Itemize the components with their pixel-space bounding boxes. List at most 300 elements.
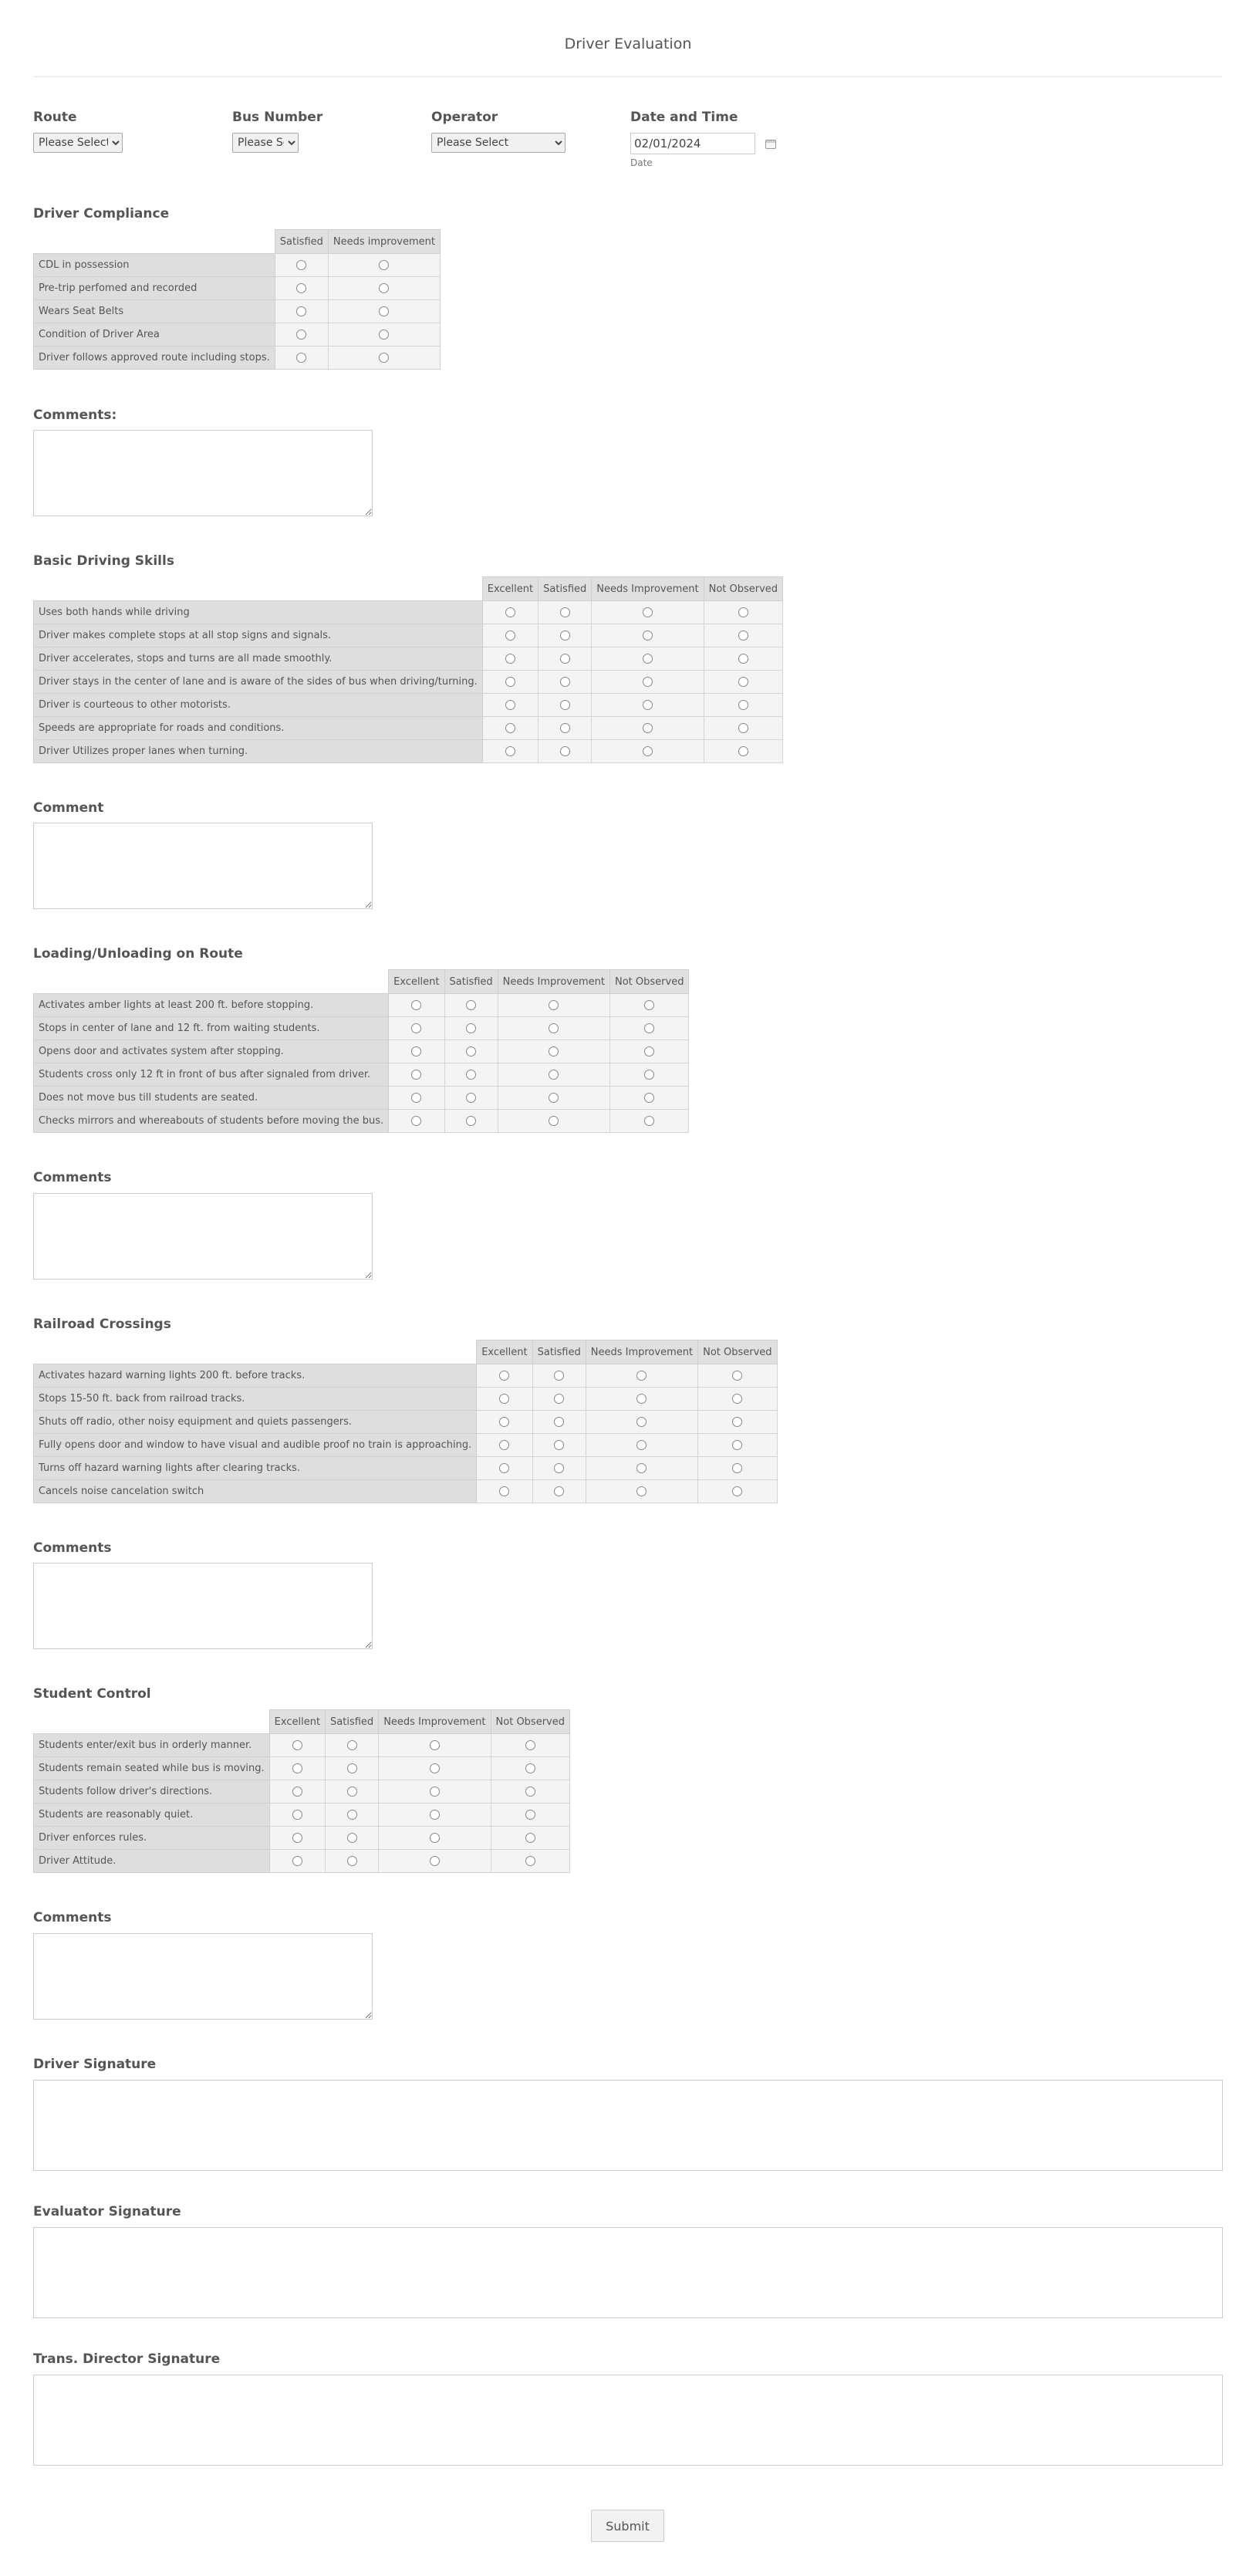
rating-radio[interactable] xyxy=(379,260,389,270)
table-row xyxy=(34,1804,570,1827)
radio-cell xyxy=(592,717,704,740)
table-row xyxy=(34,1827,570,1850)
rating-radio[interactable] xyxy=(347,1833,357,1843)
radio-cell xyxy=(586,1434,697,1457)
row-label: Driver accelerates, stops and turns are all made smoothly. xyxy=(34,647,483,671)
radio-cell xyxy=(592,624,704,647)
radio-cell xyxy=(275,254,328,277)
table-row xyxy=(34,740,783,763)
radio-cell xyxy=(592,671,704,694)
rating-radio[interactable] xyxy=(505,607,515,617)
rating-radio[interactable] xyxy=(499,1486,509,1496)
radio-cell xyxy=(444,994,498,1017)
column-header: Satisfied xyxy=(326,1710,379,1734)
row-label: Condition of Driver Area xyxy=(34,323,275,347)
column-header: Not Observed xyxy=(491,1710,569,1734)
radio-cell xyxy=(328,277,440,300)
radio-cell xyxy=(498,1110,609,1133)
rating-radio[interactable] xyxy=(549,1023,559,1033)
table-row xyxy=(34,671,783,694)
driver-compliance-comments-label: Comments: xyxy=(33,407,117,423)
student-control-title: Student Control xyxy=(33,1686,151,1702)
radio-cell xyxy=(610,1017,689,1040)
radio-cell xyxy=(389,1110,444,1133)
radio-cell xyxy=(498,1063,609,1087)
rating-radio[interactable] xyxy=(732,1486,742,1496)
rating-radio[interactable] xyxy=(296,330,306,340)
radio-cell xyxy=(586,1388,697,1411)
rating-radio[interactable] xyxy=(636,1486,647,1496)
radio-cell xyxy=(532,1388,586,1411)
date-sublabel: Date xyxy=(630,157,653,168)
rating-radio[interactable] xyxy=(732,1417,742,1427)
rating-radio[interactable] xyxy=(560,677,570,687)
rating-radio[interactable] xyxy=(379,353,389,363)
radio-cell xyxy=(539,740,592,763)
row-label: Uses both hands while driving xyxy=(34,601,483,624)
column-header: Excellent xyxy=(477,1340,532,1364)
rating-radio[interactable] xyxy=(347,1763,357,1773)
rating-radio[interactable] xyxy=(347,1810,357,1820)
radio-cell xyxy=(326,1757,379,1780)
rating-radio[interactable] xyxy=(732,1371,742,1381)
table-row xyxy=(34,1411,778,1434)
rating-radio[interactable] xyxy=(549,1116,559,1126)
rating-radio[interactable] xyxy=(505,700,515,710)
loading-unloading-matrix xyxy=(33,969,689,1133)
rating-radio[interactable] xyxy=(430,1810,440,1820)
radio-cell xyxy=(269,1734,325,1757)
matrix-header-row xyxy=(34,970,689,994)
row-label: Does not move bus till students are seated. xyxy=(34,1087,389,1110)
rating-radio[interactable] xyxy=(636,1371,647,1381)
student-control-comments-label: Comments xyxy=(33,1910,112,1925)
radio-cell xyxy=(444,1040,498,1063)
radio-cell xyxy=(326,1827,379,1850)
rating-radio[interactable] xyxy=(554,1463,564,1473)
column-header: Needs Improvement xyxy=(379,1710,491,1734)
radio-cell xyxy=(610,1087,689,1110)
radio-cell xyxy=(532,1480,586,1503)
radio-cell xyxy=(498,994,609,1017)
radio-cell xyxy=(592,740,704,763)
rating-radio[interactable] xyxy=(525,1740,535,1750)
evaluator-signature-label: Evaluator Signature xyxy=(33,2204,181,2219)
rating-radio[interactable] xyxy=(292,1740,302,1750)
table-row xyxy=(34,1364,778,1388)
radio-cell xyxy=(269,1827,325,1850)
radio-cell xyxy=(698,1388,777,1411)
rating-radio[interactable] xyxy=(411,1046,421,1056)
route-field xyxy=(33,110,123,153)
row-label: Pre-trip perfomed and recorded xyxy=(34,277,275,300)
operator-select[interactable] xyxy=(431,133,566,153)
radio-cell xyxy=(389,1040,444,1063)
rating-radio[interactable] xyxy=(643,630,653,641)
table-row xyxy=(34,1017,689,1040)
radio-cell xyxy=(491,1850,569,1873)
matrix-header-row xyxy=(34,577,783,601)
radio-cell xyxy=(444,1063,498,1087)
rating-radio[interactable] xyxy=(549,1046,559,1056)
row-label: Stops in center of lane and 12 ft. from waiting students. xyxy=(34,1017,389,1040)
rating-radio[interactable] xyxy=(411,1023,421,1033)
rating-radio[interactable] xyxy=(292,1787,302,1797)
rating-radio[interactable] xyxy=(430,1787,440,1797)
rating-radio[interactable] xyxy=(560,607,570,617)
rating-radio[interactable] xyxy=(643,607,653,617)
row-label: Driver follows approved route including stops. xyxy=(34,347,275,370)
rating-radio[interactable] xyxy=(732,1394,742,1404)
rating-radio[interactable] xyxy=(636,1417,647,1427)
rating-radio[interactable] xyxy=(466,1023,476,1033)
rating-radio[interactable] xyxy=(738,654,748,664)
rating-radio[interactable] xyxy=(738,677,748,687)
radio-cell xyxy=(326,1850,379,1873)
loading-unloading-title: Loading/Unloading on Route xyxy=(33,946,243,962)
matrix-corner xyxy=(34,1710,270,1734)
radio-cell xyxy=(326,1734,379,1757)
rating-radio[interactable] xyxy=(505,746,515,756)
table-row xyxy=(34,1087,689,1110)
row-label: Students follow driver's directions. xyxy=(34,1780,270,1804)
column-header: Satisfied xyxy=(539,577,592,601)
rating-radio[interactable] xyxy=(643,700,653,710)
column-header: Needs Improvement xyxy=(592,577,704,601)
driver-signature-pad[interactable] xyxy=(33,2080,1223,2171)
rating-radio[interactable] xyxy=(411,1093,421,1103)
rating-radio[interactable] xyxy=(499,1463,509,1473)
rating-radio[interactable] xyxy=(549,1070,559,1080)
radio-cell xyxy=(704,601,782,624)
rating-radio[interactable] xyxy=(466,1070,476,1080)
calendar-icon[interactable] xyxy=(765,140,776,149)
driver-compliance-matrix xyxy=(33,229,441,370)
operator-label: Operator xyxy=(431,110,498,125)
bus-number-field xyxy=(232,110,322,153)
radio-cell xyxy=(328,347,440,370)
bus-number-select[interactable] xyxy=(232,133,299,153)
rating-radio[interactable] xyxy=(505,630,515,641)
rating-radio[interactable] xyxy=(549,1000,559,1010)
rating-radio[interactable] xyxy=(296,353,306,363)
row-label: Wears Seat Belts xyxy=(34,300,275,323)
rating-radio[interactable] xyxy=(347,1787,357,1797)
table-row xyxy=(34,694,783,717)
matrix-header-row xyxy=(34,230,441,254)
row-label: Students enter/exit bus in orderly manner. xyxy=(34,1734,270,1757)
row-label: Speeds are appropriate for roads and conditions. xyxy=(34,717,483,740)
radio-cell xyxy=(482,717,538,740)
rating-radio[interactable] xyxy=(643,654,653,664)
radio-cell xyxy=(482,740,538,763)
radio-cell xyxy=(379,1827,491,1850)
driver-compliance-title: Driver Compliance xyxy=(33,206,170,221)
date-time-label: Date and Time xyxy=(630,110,738,125)
radio-cell xyxy=(491,1734,569,1757)
rating-radio[interactable] xyxy=(554,1486,564,1496)
rating-radio[interactable] xyxy=(292,1763,302,1773)
rating-radio[interactable] xyxy=(644,1070,654,1080)
radio-cell xyxy=(328,300,440,323)
rating-radio[interactable] xyxy=(379,283,389,293)
rating-radio[interactable] xyxy=(738,700,748,710)
radio-cell xyxy=(698,1480,777,1503)
operator-field xyxy=(431,110,566,153)
radio-cell xyxy=(704,624,782,647)
row-label: Turns off hazard warning lights after clearing tracks. xyxy=(34,1457,477,1480)
radio-cell xyxy=(379,1780,491,1804)
rating-radio[interactable] xyxy=(525,1856,535,1866)
radio-cell xyxy=(389,1017,444,1040)
radio-cell xyxy=(539,717,592,740)
radio-cell xyxy=(379,1757,491,1780)
radio-cell xyxy=(379,1804,491,1827)
radio-cell xyxy=(477,1457,532,1480)
rating-radio[interactable] xyxy=(499,1440,509,1450)
radio-cell xyxy=(532,1411,586,1434)
route-select[interactable] xyxy=(33,133,123,153)
basic-driving-skills-comment-label: Comment xyxy=(33,800,104,816)
radio-cell xyxy=(586,1411,697,1434)
rating-radio[interactable] xyxy=(292,1833,302,1843)
rating-radio[interactable] xyxy=(430,1833,440,1843)
table-row xyxy=(34,624,783,647)
rating-radio[interactable] xyxy=(525,1787,535,1797)
row-label: Cancels noise cancelation switch xyxy=(34,1480,477,1503)
trans-director-signature-pad[interactable] xyxy=(33,2375,1223,2466)
loading-unloading-comments-label: Comments xyxy=(33,1170,112,1185)
radio-cell xyxy=(498,1087,609,1110)
rating-radio[interactable] xyxy=(644,1093,654,1103)
radio-cell xyxy=(704,694,782,717)
radio-cell xyxy=(704,671,782,694)
rating-radio[interactable] xyxy=(499,1371,509,1381)
rating-radio[interactable] xyxy=(505,654,515,664)
rating-radio[interactable] xyxy=(505,723,515,733)
radio-cell xyxy=(444,1110,498,1133)
rating-radio[interactable] xyxy=(430,1763,440,1773)
rating-radio[interactable] xyxy=(738,723,748,733)
basic-driving-skills-comment[interactable] xyxy=(33,823,373,909)
railroad-crossings-comments[interactable] xyxy=(33,1563,373,1649)
row-label: CDL in possession xyxy=(34,254,275,277)
row-label: Activates hazard warning lights 200 ft. before tracks. xyxy=(34,1364,477,1388)
railroad-crossings-title: Railroad Crossings xyxy=(33,1317,171,1332)
rating-radio[interactable] xyxy=(554,1417,564,1427)
radio-cell xyxy=(532,1457,586,1480)
rating-radio[interactable] xyxy=(636,1463,647,1473)
column-header: Satisfied xyxy=(532,1340,586,1364)
rating-radio[interactable] xyxy=(732,1463,742,1473)
student-control-matrix xyxy=(33,1709,570,1873)
radio-cell xyxy=(477,1411,532,1434)
radio-cell xyxy=(477,1434,532,1457)
rating-radio[interactable] xyxy=(347,1856,357,1866)
rating-radio[interactable] xyxy=(636,1394,647,1404)
rating-radio[interactable] xyxy=(644,1116,654,1126)
rating-radio[interactable] xyxy=(296,306,306,316)
radio-cell xyxy=(275,347,328,370)
table-row xyxy=(34,1434,778,1457)
table-row xyxy=(34,347,441,370)
table-row xyxy=(34,601,783,624)
rating-radio[interactable] xyxy=(560,746,570,756)
railroad-crossings-matrix xyxy=(33,1340,778,1503)
table-row xyxy=(34,717,783,740)
rating-radio[interactable] xyxy=(379,330,389,340)
radio-cell xyxy=(491,1757,569,1780)
rating-radio[interactable] xyxy=(411,1116,421,1126)
basic-driving-skills-title: Basic Driving Skills xyxy=(33,553,174,569)
rating-radio[interactable] xyxy=(560,700,570,710)
radio-cell xyxy=(610,994,689,1017)
student-control-comments[interactable] xyxy=(33,1933,373,2020)
rating-radio[interactable] xyxy=(554,1440,564,1450)
radio-cell xyxy=(539,624,592,647)
column-header: Needs improvement xyxy=(328,230,440,254)
table-row xyxy=(34,323,441,347)
radio-cell xyxy=(482,694,538,717)
driver-compliance-comments[interactable] xyxy=(33,430,373,516)
column-header: Excellent xyxy=(269,1710,325,1734)
radio-cell xyxy=(498,1040,609,1063)
rating-radio[interactable] xyxy=(499,1417,509,1427)
radio-cell xyxy=(389,994,444,1017)
rating-radio[interactable] xyxy=(292,1810,302,1820)
rating-radio[interactable] xyxy=(466,1000,476,1010)
loading-unloading-comments[interactable] xyxy=(33,1193,373,1280)
matrix-header-row xyxy=(34,1710,570,1734)
submit-button[interactable]: Submit xyxy=(591,2510,664,2542)
rating-radio[interactable] xyxy=(347,1740,357,1750)
rating-radio[interactable] xyxy=(554,1371,564,1381)
radio-cell xyxy=(491,1804,569,1827)
rating-radio[interactable] xyxy=(738,746,748,756)
radio-cell xyxy=(698,1457,777,1480)
rating-radio[interactable] xyxy=(644,1000,654,1010)
page-title: Driver Evaluation xyxy=(564,35,692,52)
table-row xyxy=(34,1040,689,1063)
radio-cell xyxy=(326,1804,379,1827)
matrix-corner xyxy=(34,577,483,601)
rating-radio[interactable] xyxy=(411,1000,421,1010)
rating-radio[interactable] xyxy=(643,746,653,756)
radio-cell xyxy=(444,1017,498,1040)
rating-radio[interactable] xyxy=(525,1810,535,1820)
column-header: Not Observed xyxy=(704,577,782,601)
row-label: Checks mirrors and whereabouts of students before moving the bus. xyxy=(34,1110,389,1133)
radio-cell xyxy=(269,1780,325,1804)
row-label: Driver is courteous to other motorists. xyxy=(34,694,483,717)
rating-radio[interactable] xyxy=(636,1440,647,1450)
row-label: Driver stays in the center of lane and is aware of the sides of bus when driving/turning. xyxy=(34,671,483,694)
title-divider xyxy=(33,76,1223,77)
rating-radio[interactable] xyxy=(379,306,389,316)
row-label: Students are reasonably quiet. xyxy=(34,1804,270,1827)
evaluator-signature-pad[interactable] xyxy=(33,2227,1223,2318)
radio-cell xyxy=(482,671,538,694)
row-label: Driver Utilizes proper lanes when turning. xyxy=(34,740,483,763)
rating-radio[interactable] xyxy=(560,654,570,664)
table-row xyxy=(34,1110,689,1133)
rating-radio[interactable] xyxy=(466,1116,476,1126)
rating-radio[interactable] xyxy=(466,1046,476,1056)
railroad-crossings-comments-label: Comments xyxy=(33,1540,112,1556)
radio-cell xyxy=(698,1411,777,1434)
radio-cell xyxy=(698,1364,777,1388)
radio-cell xyxy=(592,601,704,624)
radio-cell xyxy=(477,1388,532,1411)
table-row xyxy=(34,1388,778,1411)
column-header: Satisfied xyxy=(444,970,498,994)
radio-cell xyxy=(491,1780,569,1804)
radio-cell xyxy=(444,1087,498,1110)
rating-radio[interactable] xyxy=(644,1046,654,1056)
table-row xyxy=(34,647,783,671)
table-row xyxy=(34,1757,570,1780)
radio-cell xyxy=(610,1063,689,1087)
rating-radio[interactable] xyxy=(525,1833,535,1843)
rating-radio[interactable] xyxy=(430,1856,440,1866)
rating-radio[interactable] xyxy=(549,1093,559,1103)
radio-cell xyxy=(328,323,440,347)
radio-cell xyxy=(532,1434,586,1457)
date-input[interactable] xyxy=(630,133,755,154)
rating-radio[interactable] xyxy=(560,630,570,641)
rating-radio[interactable] xyxy=(466,1093,476,1103)
rating-radio[interactable] xyxy=(732,1440,742,1450)
radio-cell xyxy=(592,647,704,671)
driver-signature-label: Driver Signature xyxy=(33,2057,157,2072)
radio-cell xyxy=(328,254,440,277)
route-label: Route xyxy=(33,110,77,125)
radio-cell xyxy=(539,647,592,671)
rating-radio[interactable] xyxy=(738,630,748,641)
radio-cell xyxy=(275,323,328,347)
table-row xyxy=(34,1063,689,1087)
row-label: Shuts off radio, other noisy equipment and quiets passengers. xyxy=(34,1411,477,1434)
rating-radio[interactable] xyxy=(505,677,515,687)
row-label: Activates amber lights at least 200 ft. before stopping. xyxy=(34,994,389,1017)
radio-cell xyxy=(586,1457,697,1480)
column-header: Excellent xyxy=(389,970,444,994)
rating-radio[interactable] xyxy=(411,1070,421,1080)
rating-radio[interactable] xyxy=(738,607,748,617)
rating-radio[interactable] xyxy=(643,677,653,687)
column-header: Satisfied xyxy=(275,230,328,254)
rating-radio[interactable] xyxy=(525,1763,535,1773)
rating-radio[interactable] xyxy=(296,260,306,270)
radio-cell xyxy=(269,1804,325,1827)
radio-cell xyxy=(477,1480,532,1503)
rating-radio[interactable] xyxy=(644,1023,654,1033)
rating-radio[interactable] xyxy=(560,723,570,733)
rating-radio[interactable] xyxy=(296,283,306,293)
radio-cell xyxy=(275,277,328,300)
rating-radio[interactable] xyxy=(292,1856,302,1866)
date-time-field xyxy=(630,110,776,168)
table-row xyxy=(34,254,441,277)
table-row xyxy=(34,994,689,1017)
basic-driving-skills-matrix xyxy=(33,576,783,763)
radio-cell xyxy=(269,1850,325,1873)
rating-radio[interactable] xyxy=(499,1394,509,1404)
rating-radio[interactable] xyxy=(430,1740,440,1750)
rating-radio[interactable] xyxy=(554,1394,564,1404)
radio-cell xyxy=(482,601,538,624)
rating-radio[interactable] xyxy=(643,723,653,733)
